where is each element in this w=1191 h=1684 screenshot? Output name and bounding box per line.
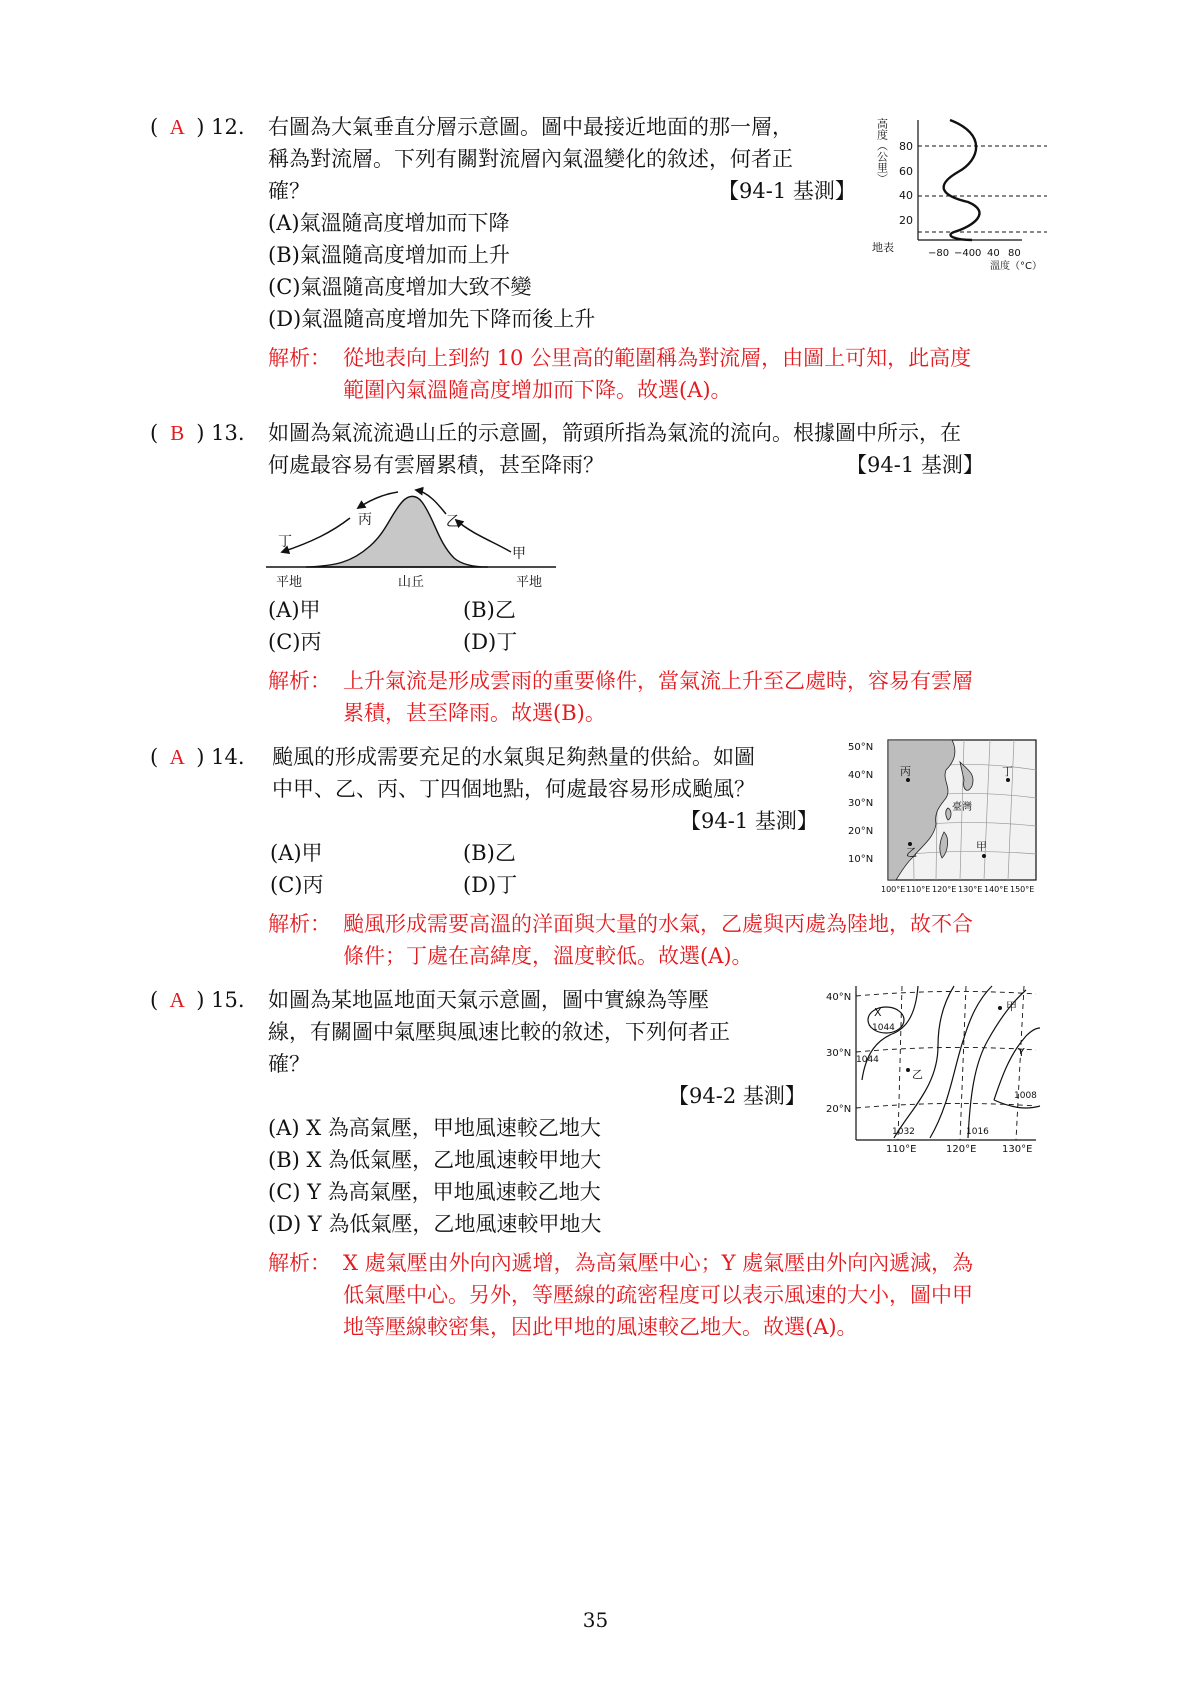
- option-d: (D)丁: [463, 873, 518, 897]
- analysis-label: 解析：: [268, 1251, 331, 1275]
- question-number: 14.: [211, 745, 245, 769]
- question-stem-line: 如圖為氣流流過山丘的示意圖，箭頭所指為氣流的流向。根據圖中所示，在: [268, 421, 961, 445]
- analysis-line: 從地表向上到約 10 公里高的範圍稱為對流層，由圖上可知，此高度: [343, 346, 972, 370]
- latitude-label: 30°N: [848, 798, 874, 809]
- ground-label: 平地: [276, 575, 303, 590]
- x-tick-label: 80: [1008, 248, 1021, 259]
- paren-open: (: [150, 988, 159, 1012]
- isobar-value: 1008: [1014, 1091, 1037, 1101]
- analysis-label: 解析：: [268, 912, 331, 936]
- option-b: (B) X 為低氣壓，乙地風速較甲地大: [268, 1148, 602, 1172]
- point-marker: [908, 842, 912, 846]
- point-label: 乙: [906, 846, 917, 859]
- temperature-curve: [944, 120, 980, 240]
- analysis-label: 解析：: [268, 346, 331, 370]
- option-d: (D)氣溫隨高度增加先下降而後上升: [268, 307, 596, 331]
- paren-close: ): [196, 115, 205, 139]
- analysis-line: 累積，甚至降雨。故選(B)。: [343, 701, 606, 725]
- y-tick-label: 40: [899, 189, 913, 202]
- question-stem-line: 中甲、乙、丙、丁四個地點，何處最容易形成颱風？: [272, 777, 755, 801]
- question-stem-line: 稱為對流層。下列有關對流層內氣溫變化的敘述，何者正: [268, 147, 793, 171]
- question-stem-line: 如圖為某地區地面天氣示意圖，圖中實線為等壓: [268, 988, 709, 1012]
- latitude-label: 40°N: [826, 992, 852, 1003]
- airflow-arrow: [358, 492, 398, 508]
- typhoon-map-figure: [848, 740, 1048, 892]
- longitude-label: 110°E: [886, 1144, 917, 1155]
- isobar-value: 1044: [872, 1023, 895, 1033]
- latitude-label: 10°N: [848, 854, 874, 865]
- analysis-line: X 處氣壓由外向內遞增，為高氣壓中心；Y 處氣壓由外向內遞減，為: [343, 1251, 974, 1275]
- answer-mark: A: [169, 745, 185, 769]
- option-a: (A)氣溫隨高度增加而下降: [268, 211, 510, 235]
- longitude-label: 120°E: [932, 885, 957, 894]
- exam-source: 【94-1 基測】: [680, 809, 818, 833]
- latitude-label: 30°N: [826, 1048, 852, 1059]
- question-stem-line: 線，有關圖中氣壓與風速比較的敘述，下列何者正: [268, 1020, 730, 1044]
- atmosphere-profile-figure: [872, 112, 1062, 287]
- question-15-header: [150, 985, 245, 1015]
- point-label: 甲: [512, 546, 526, 562]
- isobar: [894, 986, 954, 1138]
- weather-map-figure: [826, 982, 1046, 1154]
- page-number: 35: [582, 1608, 609, 1632]
- analysis-label: 解析：: [268, 669, 331, 693]
- pressure-center-label: X: [874, 1006, 882, 1019]
- question-stem-line: 何處最容易有雲層累積，甚至降雨？: [268, 453, 604, 477]
- question-number: 12.: [211, 115, 245, 139]
- isobar-value: 1044: [856, 1055, 879, 1065]
- paren-open: (: [150, 745, 159, 769]
- question-number: 13.: [211, 421, 245, 445]
- latitude-label: 20°N: [848, 826, 874, 837]
- question-number: 15.: [211, 988, 245, 1012]
- exam-source: 【94-2 基測】: [668, 1084, 806, 1108]
- paren-close: ): [196, 421, 205, 445]
- pressure-center-label: Y: [1018, 1046, 1025, 1059]
- point-label: 丁: [278, 534, 292, 550]
- exam-source: 【94-1 基測】: [846, 453, 984, 477]
- answer-mark: A: [169, 988, 185, 1012]
- longitude-label: 110°E: [906, 885, 931, 894]
- paren-close: ): [196, 745, 205, 769]
- question-stem-line: 颱風的形成需要充足的水氣與足夠熱量的供給。如圖: [272, 745, 755, 769]
- x-tick-label: −40: [954, 248, 976, 259]
- option-b: (B)乙: [463, 598, 516, 622]
- longitude-label: 120°E: [946, 1144, 977, 1155]
- longitude-label: 100°E: [881, 885, 906, 894]
- airflow-hill-figure: [266, 486, 566, 594]
- answer-mark: A: [169, 115, 185, 139]
- option-a: (A)甲: [268, 598, 321, 622]
- longitude-label: 150°E: [1010, 885, 1035, 894]
- isobar-value: 1032: [892, 1127, 915, 1137]
- point-label: 丙: [900, 765, 911, 778]
- taiwan-landmass: [946, 808, 951, 820]
- question-stem-line: 確？: [268, 1052, 310, 1076]
- ground-label: 平地: [516, 575, 543, 590]
- option-c: (C)丙: [270, 873, 324, 897]
- longitude-label: 130°E: [1002, 1144, 1033, 1155]
- point-label: 乙: [912, 1068, 923, 1081]
- point-marker: [906, 1068, 910, 1072]
- option-b: (B)乙: [463, 841, 516, 865]
- analysis-line: 上升氣流是形成雲雨的重要條件，當氣流上升至乙處時，容易有雲層: [343, 669, 973, 693]
- point-marker: [906, 778, 910, 782]
- option-d: (D) Y 為低氣壓，乙地風速較甲地大: [268, 1212, 602, 1236]
- place-label: 臺灣: [952, 802, 972, 813]
- ground-label: 地表: [872, 241, 894, 254]
- y-tick-label: 80: [899, 140, 913, 153]
- analysis-line: 地等壓線較密集，因此甲地的風速較乙地大。故選(A)。: [343, 1315, 858, 1339]
- point-marker: [982, 854, 986, 858]
- option-a: (A)甲: [270, 841, 323, 865]
- question-stem-line: 確？: [268, 179, 310, 203]
- answer-mark: B: [170, 421, 185, 445]
- airflow-arrow: [456, 520, 511, 552]
- longitude-label: 140°E: [984, 885, 1009, 894]
- y-tick-label: 20: [899, 214, 913, 227]
- question-stem-line: 右圖為大氣垂直分層示意圖。圖中最接近地面的那一層，: [268, 115, 793, 139]
- x-tick-label: 40: [987, 248, 1000, 259]
- hill-shape: [306, 496, 488, 567]
- point-label: 丙: [358, 512, 372, 528]
- point-marker: [998, 1006, 1002, 1010]
- point-marker: [1006, 778, 1010, 782]
- paren-open: (: [150, 115, 159, 139]
- analysis-line: 條件；丁處在高緯度，溫度較低。故選(A)。: [343, 944, 753, 968]
- analysis-line: 低氣壓中心。另外，等壓線的疏密程度可以表示風速的大小，圖中甲: [343, 1283, 973, 1307]
- latitude-label: 50°N: [848, 742, 874, 753]
- option-c: (C)丙: [268, 630, 322, 654]
- x-tick-label: 0: [975, 248, 982, 259]
- isobar-value: 1016: [966, 1127, 989, 1137]
- paren-close: ): [196, 988, 205, 1012]
- point-label: 乙: [446, 514, 460, 530]
- airflow-arrow: [282, 518, 350, 552]
- x-axis-label: 溫度（°C）: [990, 261, 1042, 272]
- y-axis-label: 高度（公里）: [875, 118, 889, 184]
- question-13-header: [150, 418, 245, 448]
- latitude-label: 40°N: [848, 770, 874, 781]
- y-tick-label: 60: [899, 165, 913, 178]
- ground-label: 山丘: [398, 575, 425, 590]
- analysis-line: 颱風形成需要高溫的洋面與大量的水氣，乙處與丙處為陸地，故不合: [343, 912, 973, 936]
- latitude-label: 20°N: [826, 1104, 852, 1115]
- question-14-header: [150, 742, 245, 772]
- option-a: (A) X 為高氣壓，甲地風速較乙地大: [268, 1116, 601, 1140]
- question-12-header: [150, 112, 245, 142]
- option-c: (C) Y 為高氣壓，甲地風速較乙地大: [268, 1180, 601, 1204]
- option-c: (C)氣溫隨高度增加大致不變: [268, 275, 532, 299]
- paren-open: (: [150, 421, 159, 445]
- point-label: 丁: [1002, 765, 1013, 778]
- option-d: (D)丁: [463, 630, 518, 654]
- point-label: 甲: [1006, 1000, 1017, 1013]
- point-label: 甲: [976, 840, 987, 853]
- x-tick-label: −80: [928, 248, 950, 259]
- longitude-label: 130°E: [958, 885, 983, 894]
- exam-source: 【94-1 基測】: [718, 179, 856, 203]
- analysis-line: 範圍內氣溫隨高度增加而下降。故選(A)。: [343, 378, 732, 402]
- option-b: (B)氣溫隨高度增加而上升: [268, 243, 510, 267]
